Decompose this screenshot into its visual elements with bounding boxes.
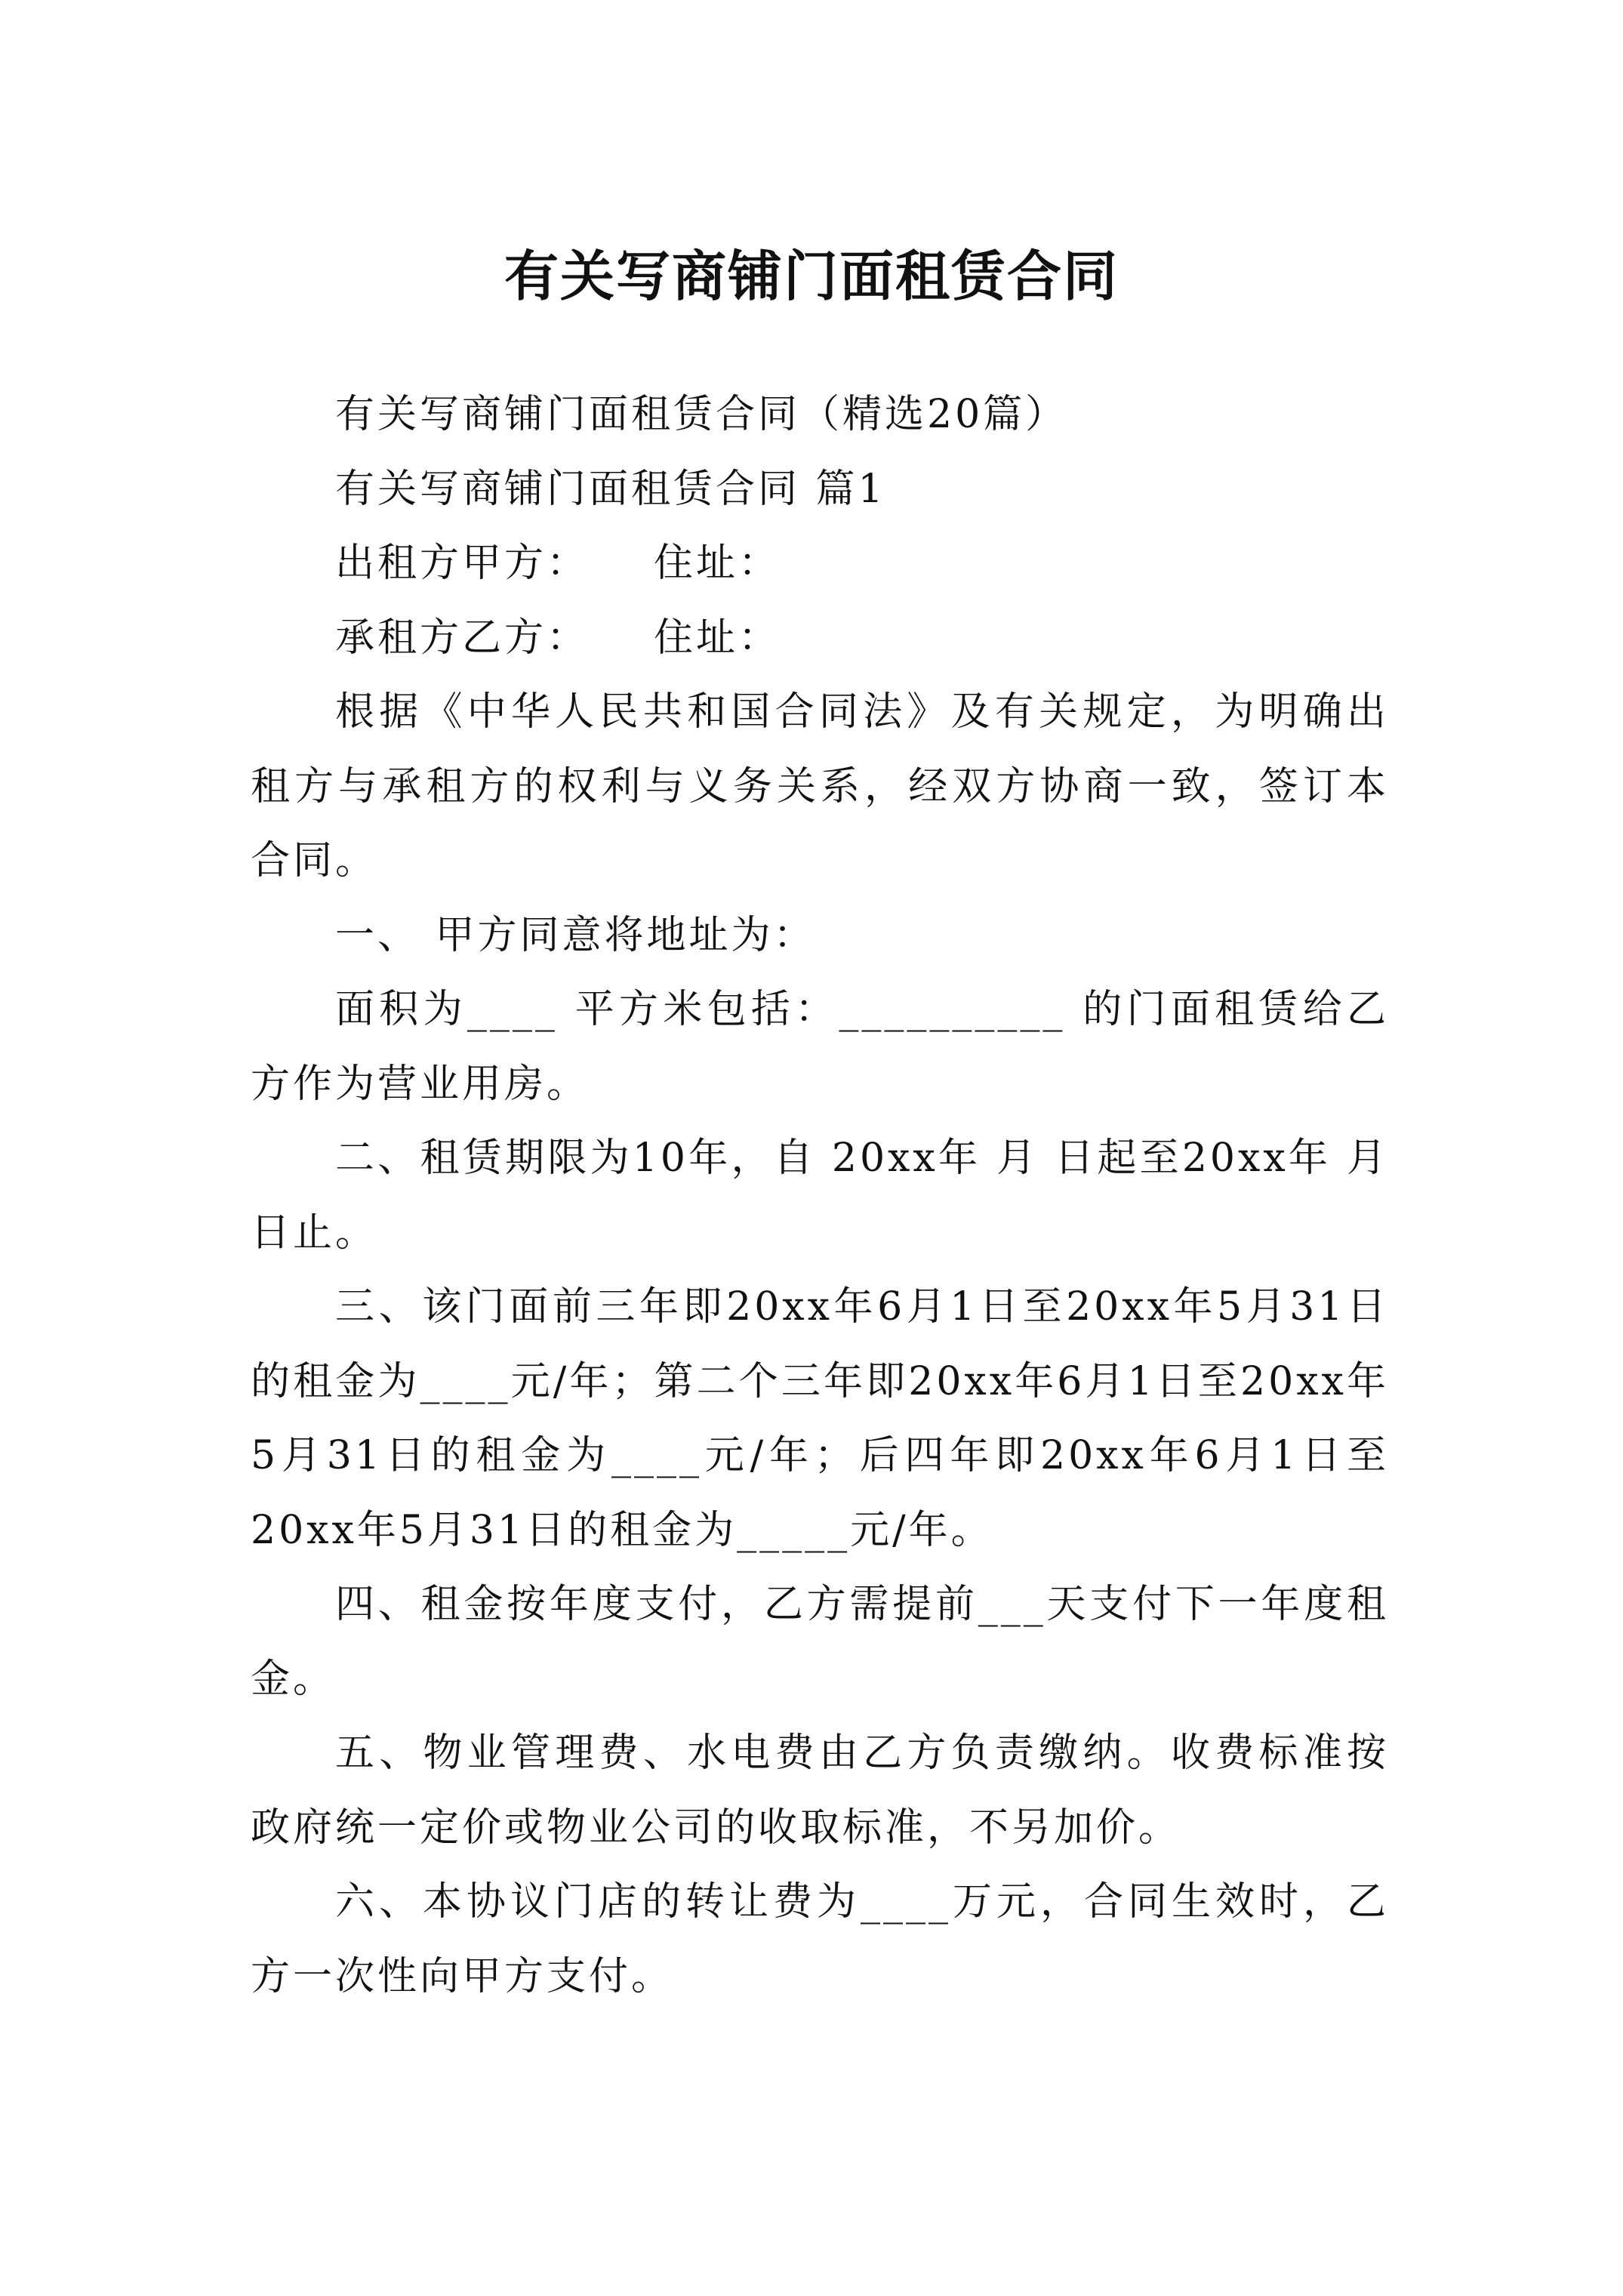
document-title: 有关写商铺门面租赁合同 bbox=[504, 244, 1119, 309]
paragraph-lessee: 承租方乙方： 住址： bbox=[335, 615, 781, 661]
paragraph-preamble: 根据《中华人民共和国合同法》及有关规定，为明确出租方与承租方的权利与义务关系，经双方协商一致，签订本合同。 bbox=[251, 689, 1389, 883]
paragraph-clause-1: 一、 甲方同意将地址为： bbox=[335, 912, 816, 958]
paragraph-section-heading: 有关写商铺门面租赁合同 篇1 bbox=[335, 466, 886, 512]
paragraph-subtitle: 有关写商铺门面租赁合同（精选20篇） bbox=[335, 392, 1068, 437]
paragraph-clause-1-area: 面积为____ 平方米包括：__________ 的门面租赁给乙方作为营业用房。 bbox=[251, 987, 1389, 1107]
paragraph-clause-2: 二、租赁期限为10年，自 20xx年 月 日起至20xx年 月 日止。 bbox=[251, 1136, 1389, 1256]
paragraph-clause-3: 三、该门面前三年即20xx年6月1日至20xx年5月31日的租金为____元/年；第二个三年即20xx年6月1日至20xx年5月31日的租金为____元/年；后四年即20xx年6月1日至20xx年5月31日的租金为_____元/年。 bbox=[251, 1284, 1389, 1553]
paragraph-clause-6: 六、本协议门店的转让费为____万元，合同生效时，乙方一次性向甲方支付。 bbox=[251, 1879, 1389, 1999]
paragraph-clause-4: 四、租金按年度支付，乙方需提前___天支付下一年度租金。 bbox=[251, 1582, 1389, 1702]
paragraph-clause-5: 五、物业管理费、水电费由乙方负责缴纳。收费标准按政府统一定价或物业公司的收取标准，不另加价。 bbox=[251, 1730, 1389, 1851]
document-body bbox=[251, 378, 1389, 2014]
paragraph-lessor: 出租方甲方： 住址： bbox=[335, 541, 781, 586]
